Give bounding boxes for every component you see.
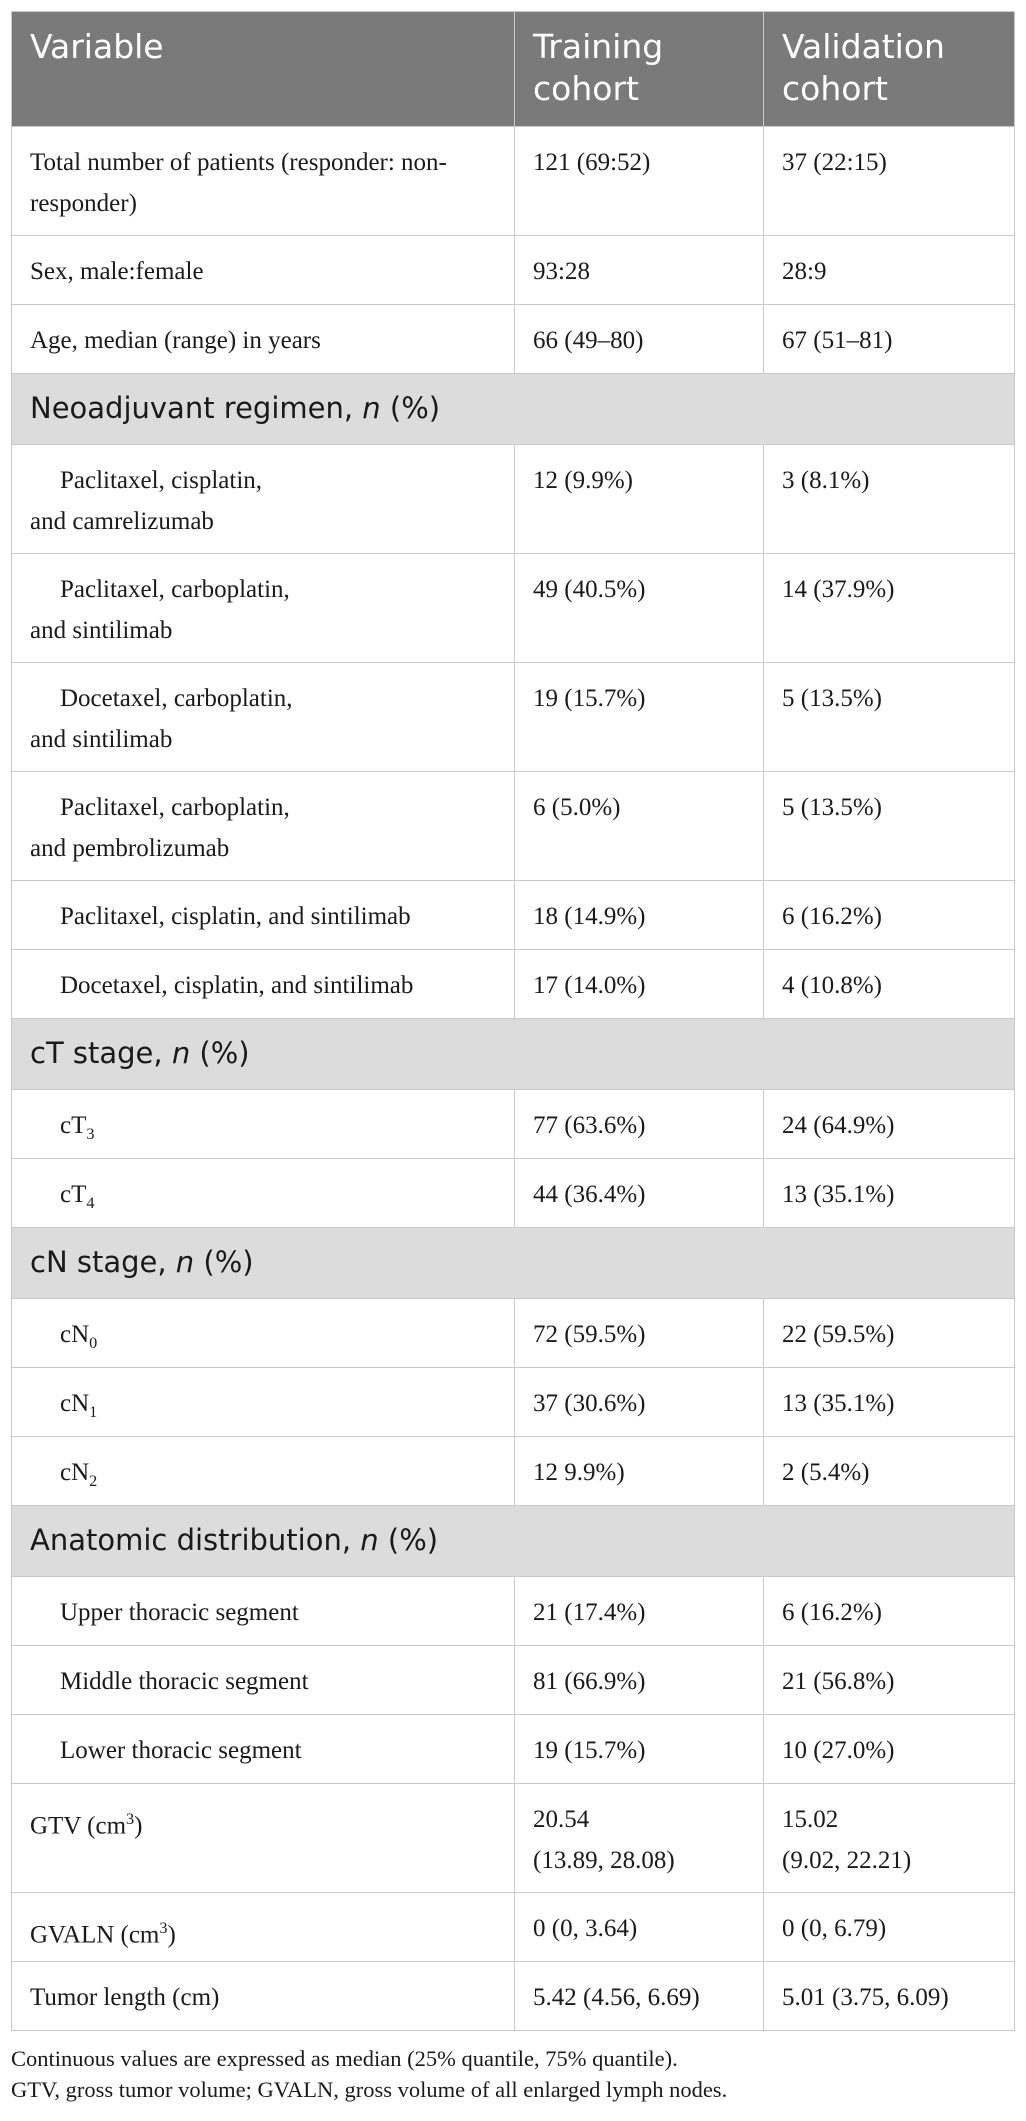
value-line1: 15.02 bbox=[782, 1806, 839, 1833]
validation-value: 6 (16.2%) bbox=[764, 1577, 1015, 1646]
section-n: n bbox=[175, 1245, 195, 1279]
label-text: GTV (cm bbox=[30, 1812, 127, 1840]
header-training: Training cohort bbox=[515, 12, 764, 127]
training-value: 93:28 bbox=[515, 236, 764, 305]
section-header-regimen bbox=[12, 374, 1015, 445]
header-row bbox=[12, 12, 1015, 127]
table-row bbox=[12, 1893, 1015, 1962]
row-label bbox=[12, 1368, 515, 1437]
row-label bbox=[12, 663, 515, 772]
row-label bbox=[12, 1577, 515, 1646]
validation-value: 24 (64.9%) bbox=[764, 1090, 1015, 1159]
label-line2: and sintilimab bbox=[30, 726, 173, 753]
label-line2: and camrelizumab bbox=[30, 508, 214, 535]
table-row bbox=[12, 881, 1015, 950]
label-sub: 2 bbox=[89, 1472, 98, 1490]
label-line2: and sintilimab bbox=[30, 617, 173, 644]
row-label: Tumor length (cm) bbox=[12, 1962, 515, 2031]
label-line2: and pembrolizumab bbox=[30, 835, 230, 862]
validation-value: 3 (8.1%) bbox=[764, 445, 1015, 554]
table-row bbox=[12, 1368, 1015, 1437]
validation-value: 13 (35.1%) bbox=[764, 1368, 1015, 1437]
label-line1: Paclitaxel, carboplatin, bbox=[60, 576, 290, 603]
label-sub: 3 bbox=[86, 1125, 95, 1143]
label-base: cN bbox=[60, 1390, 90, 1417]
section-header-cn-stage bbox=[12, 1228, 1015, 1299]
row-label: Age, median (range) in years bbox=[12, 305, 515, 374]
table-row bbox=[12, 1437, 1015, 1506]
label-line1: Paclitaxel, carboplatin, bbox=[60, 794, 290, 821]
value-line1: 20.54 bbox=[533, 1806, 590, 1833]
label-base: cN bbox=[60, 1321, 90, 1348]
validation-value: 14 (37.9%) bbox=[764, 554, 1015, 663]
label-base: cN bbox=[60, 1459, 90, 1486]
validation-value: 67 (51–81) bbox=[764, 305, 1015, 374]
header-variable: Variable bbox=[12, 12, 515, 127]
validation-value: 28:9 bbox=[764, 236, 1015, 305]
training-value: 49 (40.5%) bbox=[515, 554, 764, 663]
training-value: 44 (36.4%) bbox=[515, 1159, 764, 1228]
section-pct: (%) bbox=[190, 1036, 250, 1070]
training-value: 37 (30.6%) bbox=[515, 1368, 764, 1437]
table-container bbox=[11, 11, 1014, 2105]
section-title-text: cT stage, bbox=[30, 1036, 172, 1070]
training-value: 77 (63.6%) bbox=[515, 1090, 764, 1159]
section-n: n bbox=[362, 391, 381, 425]
validation-value: 4 (10.8%) bbox=[764, 950, 1015, 1019]
table-row bbox=[12, 305, 1015, 374]
row-label bbox=[12, 1299, 515, 1368]
validation-value: 6 (16.2%) bbox=[764, 881, 1015, 950]
table-row bbox=[12, 127, 1015, 236]
footnote: Continuous values are expressed as median (25% quantile, 75% quantile). bbox=[11, 2046, 678, 2071]
table-row bbox=[12, 663, 1015, 772]
label-sup: 3 bbox=[126, 1810, 135, 1828]
validation-value: 0 (0, 6.79) bbox=[764, 1893, 1015, 1962]
table-row bbox=[12, 554, 1015, 663]
training-value: 19 (15.7%) bbox=[515, 663, 764, 772]
training-value: 12 9.9%) bbox=[515, 1437, 764, 1506]
section-title bbox=[12, 374, 1015, 445]
row-label bbox=[12, 1715, 515, 1784]
value-line2: (13.89, 28.08) bbox=[533, 1847, 675, 1874]
label-line1: Paclitaxel, cisplatin, and sintilimab bbox=[60, 903, 411, 930]
table-row bbox=[12, 1784, 1015, 1893]
row-label bbox=[12, 445, 515, 554]
row-label bbox=[12, 1159, 515, 1228]
training-value: 17 (14.0%) bbox=[515, 950, 764, 1019]
table-row bbox=[12, 236, 1015, 305]
section-title-text: Neoadjuvant regimen, bbox=[30, 391, 363, 425]
validation-value: 5.01 (3.75, 6.09) bbox=[764, 1962, 1015, 2031]
training-value: 66 (49–80) bbox=[515, 305, 764, 374]
training-value: 6 (5.0%) bbox=[515, 772, 764, 881]
footnote: GTV, gross tumor volume; GVALN, gross volume of all enlarged lymph nodes. bbox=[11, 2077, 728, 2102]
training-value: 0 (0, 3.64) bbox=[515, 1893, 764, 1962]
label-wrap bbox=[30, 1314, 496, 1364]
section-pct: (%) bbox=[380, 391, 441, 425]
validation-value: 5 (13.5%) bbox=[764, 772, 1015, 881]
label-sub: 4 bbox=[86, 1194, 95, 1212]
label-text: GVALN (cm bbox=[30, 1921, 160, 1949]
row-label bbox=[12, 1090, 515, 1159]
row-label bbox=[12, 1784, 515, 1893]
value-line2: (9.02, 22.21) bbox=[782, 1847, 912, 1874]
training-value bbox=[515, 1784, 764, 1893]
training-value: 81 (66.9%) bbox=[515, 1646, 764, 1715]
validation-value: 22 (59.5%) bbox=[764, 1299, 1015, 1368]
row-label: Total number of patients (responder: non-responder) bbox=[12, 127, 515, 236]
validation-value: 5 (13.5%) bbox=[764, 663, 1015, 772]
label-wrap bbox=[30, 1105, 496, 1155]
section-title-text: cN stage, bbox=[30, 1245, 176, 1279]
training-value: 21 (17.4%) bbox=[515, 1577, 764, 1646]
table-row bbox=[12, 1159, 1015, 1228]
row-label bbox=[12, 1646, 515, 1715]
label-base: cT bbox=[60, 1181, 87, 1208]
validation-value bbox=[764, 1784, 1015, 1893]
label-line1: Docetaxel, carboplatin, bbox=[60, 685, 293, 712]
section-pct: (%) bbox=[194, 1245, 254, 1279]
label-text: Upper thoracic segment bbox=[60, 1599, 299, 1626]
training-value: 72 (59.5%) bbox=[515, 1299, 764, 1368]
label-close: ) bbox=[134, 1812, 143, 1840]
label-line1: Paclitaxel, cisplatin, bbox=[60, 467, 263, 494]
section-title bbox=[12, 1019, 1015, 1090]
row-label bbox=[12, 1437, 515, 1506]
section-n: n bbox=[360, 1523, 379, 1557]
label-wrap bbox=[30, 1174, 496, 1224]
row-label: Sex, male:female bbox=[12, 236, 515, 305]
label-sub: 1 bbox=[89, 1403, 98, 1421]
table-row bbox=[12, 1577, 1015, 1646]
header-validation: Validation cohort bbox=[764, 12, 1015, 127]
label-line1: Docetaxel, cisplatin, and sintilimab bbox=[60, 972, 414, 999]
validation-value: 37 (22:15) bbox=[764, 127, 1015, 236]
table-row bbox=[12, 1646, 1015, 1715]
table-row bbox=[12, 1962, 1015, 2031]
training-value: 121 (69:52) bbox=[515, 127, 764, 236]
training-value: 5.42 (4.56, 6.69) bbox=[515, 1962, 764, 2031]
cohort-characteristics-table bbox=[11, 11, 1015, 2031]
row-label bbox=[12, 950, 515, 1019]
training-value: 18 (14.9%) bbox=[515, 881, 764, 950]
label-text: Lower thoracic segment bbox=[60, 1737, 302, 1764]
section-header-anatomic bbox=[12, 1506, 1015, 1577]
validation-value: 21 (56.8%) bbox=[764, 1646, 1015, 1715]
section-n: n bbox=[171, 1036, 191, 1070]
table-row bbox=[12, 1299, 1015, 1368]
validation-value: 13 (35.1%) bbox=[764, 1159, 1015, 1228]
row-label bbox=[12, 1893, 515, 1962]
validation-value: 2 (5.4%) bbox=[764, 1437, 1015, 1506]
label-sub: 0 bbox=[89, 1334, 98, 1352]
row-label bbox=[12, 554, 515, 663]
section-title bbox=[12, 1506, 1015, 1577]
training-value: 12 (9.9%) bbox=[515, 445, 764, 554]
label-close: ) bbox=[167, 1921, 176, 1949]
row-label bbox=[12, 772, 515, 881]
table-row bbox=[12, 1715, 1015, 1784]
table-row bbox=[12, 1090, 1015, 1159]
validation-value: 10 (27.0%) bbox=[764, 1715, 1015, 1784]
label-wrap bbox=[30, 1383, 496, 1433]
table-row bbox=[12, 950, 1015, 1019]
label-wrap bbox=[30, 1452, 496, 1502]
row-label bbox=[12, 881, 515, 950]
section-pct: (%) bbox=[378, 1523, 439, 1557]
section-header-ct-stage bbox=[12, 1019, 1015, 1090]
section-title-text: Anatomic distribution, bbox=[30, 1523, 361, 1557]
training-value: 19 (15.7%) bbox=[515, 1715, 764, 1784]
label-base: cT bbox=[60, 1112, 87, 1139]
table-row bbox=[12, 445, 1015, 554]
table-row bbox=[12, 772, 1015, 881]
table-footnotes bbox=[11, 2043, 1014, 2105]
section-title bbox=[12, 1228, 1015, 1299]
label-text: Middle thoracic segment bbox=[60, 1668, 309, 1695]
label-sup: 3 bbox=[159, 1919, 168, 1937]
